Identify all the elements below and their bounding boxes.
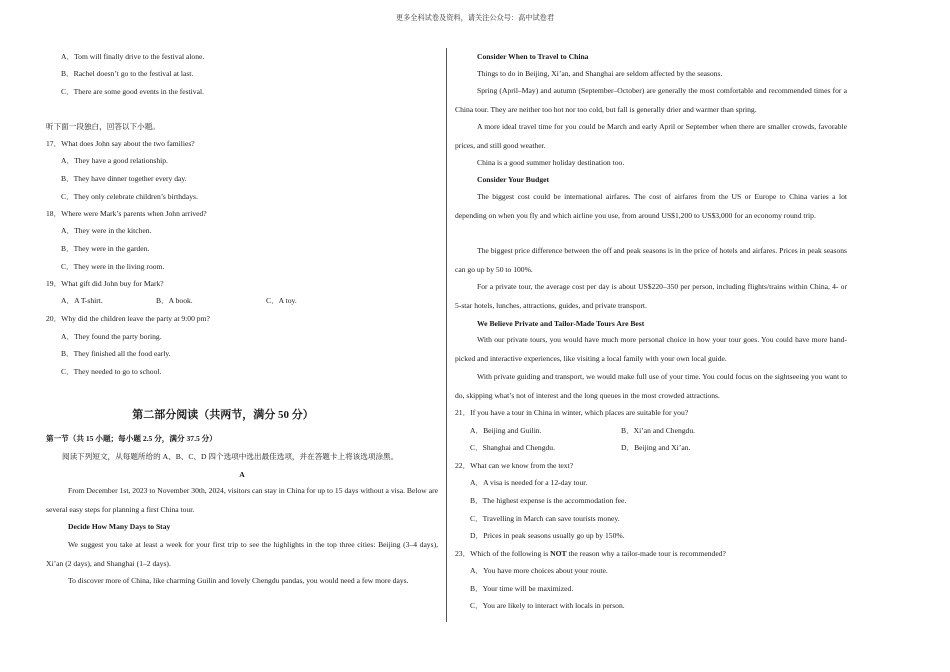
passage-paragraph-2	[46, 536, 438, 573]
q19-option-b: B．A book.	[156, 296, 193, 305]
q23-option-b: B．Your time will be maximized.	[470, 584, 574, 593]
q19-option-c: C．A toy.	[266, 296, 297, 305]
q22-option-c: C．Travelling in March can save tourists money.	[470, 514, 620, 523]
q19-option-a: A．A T-shirt.	[61, 296, 103, 305]
right-paragraph-5	[455, 188, 847, 225]
q17-option-a: A．They have a good relationship.	[61, 156, 168, 165]
right-paragraph-3-text: A more ideal travel time for you could be March and early April or September when there are smaller crowds, favorable prices, and still good weather.	[455, 122, 847, 150]
right-paragraph-7-text: For a private tour, the average cost per day is about US$220–350 per person, including flights/trains within China, 4- or 5-star hotels, lunches, attractions, guides, and private transport.	[455, 282, 847, 310]
question-23-emphasis: NOT	[550, 549, 567, 558]
q21-option-c: C．Shanghai and Chengdu.	[470, 443, 555, 452]
right-paragraph-2-text: Spring (April–May) and autumn (September–October) are generally the most comfortable and recommended times for a China tour. They are neither too hot nor too cold, but fall is generally drier and warmer than spring.	[455, 86, 847, 114]
q22-option-a: A．A visa is needed for a 12-day tour.	[470, 478, 588, 487]
heading-days-to-stay: Decide How Many Days to Stay	[68, 522, 171, 531]
passage-paragraph-3-text: To discover more of China, like charming Guilin and lovely Chengdu pandas, you would need a few more days.	[68, 576, 409, 585]
q23-option-c: C．You are likely to interact with locals in person.	[470, 601, 625, 610]
q23-option-a: A．You have more choices about your route.	[470, 566, 608, 575]
passage-paragraph-1-text: From December 1st, 2023 to November 30th, 2024, visitors can stay in China for up to 15 days without a visa. Below are several easy steps for planning a first China tour.	[46, 486, 438, 514]
q17-option-c: C．They only celebrate children’s birthdays.	[61, 192, 198, 201]
q21-option-a: A．Beijing and Guilin.	[470, 426, 542, 435]
q17-option-b: B．They have dinner together every day.	[61, 174, 187, 183]
passage-label: A	[239, 470, 245, 479]
q21-option-b: B．Xi’an and Chengdu.	[621, 426, 696, 435]
q20-option-b: B．They finished all the food early.	[61, 349, 171, 358]
right-paragraph-9	[455, 368, 847, 405]
question-23	[455, 549, 726, 559]
question-22: 22．What can we know from the text?	[455, 461, 574, 470]
right-paragraph-2	[455, 82, 847, 119]
passage-paragraph-2-text: We suggest you take at least a week for your first trip to see the highlights in the top three cities: Beijing (3–4 days), Xi’an (2 days), and Shanghai (1–2 days).	[46, 540, 438, 568]
q16-option-c: C．There are some good events in the festival.	[61, 87, 204, 96]
q18-option-a: A．They were in the kitchen.	[61, 226, 152, 235]
right-paragraph-8-text: With our private tours, you would have much more personal choice in how your tour goes. You could have more hand-picked and interactive experiences, like visiting a local family with your own local guide.	[455, 335, 847, 363]
right-paragraph-6	[455, 242, 847, 279]
question-18: 18．Where were Mark’s parents when John arrived?	[46, 209, 207, 218]
passage-paragraph-3	[46, 572, 438, 591]
passage-paragraph-1	[46, 482, 438, 519]
heading-budget: Consider Your Budget	[477, 175, 550, 184]
question-19: 19．What gift did John buy for Mark?	[46, 279, 164, 288]
q16-option-b: B．Rachel doesn’t go to the festival at last.	[61, 69, 194, 78]
question-23-prefix: 23．Which of the following is	[455, 549, 551, 558]
q18-option-b: B．They were in the garden.	[61, 244, 150, 253]
q20-option-a: A．They found the party boring.	[61, 332, 162, 341]
section1-title: 第一节（共 15 小题；每小题 2.5 分，满分 37.5 分）	[46, 434, 217, 443]
question-21: 21．If you have a tour in China in winter, which places are suitable for you?	[455, 408, 689, 417]
right-paragraph-7	[455, 278, 847, 315]
page-header: 更多全科试卷及资料，请关注公众号：高中试卷君	[395, 14, 555, 22]
question-17: 17．What does John say about the two families?	[46, 139, 195, 148]
right-paragraph-8	[455, 331, 847, 368]
q22-option-d: D．Prices in peak seasons usually go up by 150%.	[470, 531, 625, 540]
heading-private-tours: We Believe Private and Tailor-Made Tours Are Best	[477, 319, 645, 328]
right-paragraph-5-text: The biggest cost could be international airfares. The cost of airfares from the US or Europe to China varies a lot depending on when you fly and which airline you use, from around US$1,200 to US$3,000 for an economy round trip.	[455, 192, 847, 220]
question-20: 20．Why did the children leave the party at 9:00 pm?	[46, 314, 210, 323]
part2-title: 第二部分阅读（共两节，满分 50 分）	[132, 409, 314, 421]
right-paragraph-1: Things to do in Beijing, Xi’an, and Shanghai are seldom affected by the seasons.	[477, 69, 723, 78]
right-paragraph-4: China is a good summer holiday destination too.	[477, 158, 625, 167]
heading-when-to-travel: Consider When to Travel to China	[477, 52, 589, 61]
monologue-intro: 听下面一段独白，回答以下小题。	[46, 122, 160, 131]
right-paragraph-6-text: The biggest price difference between the off and peak seasons is in the price of hotels and airfares. Prices in peak seasons can go up by 50 to 100%.	[455, 246, 847, 274]
reading-instructions: 阅读下列短文，从每题所给的 A、B、C、D 四个选项中选出最佳选项，并在答题卡上将该选项涂黑。	[62, 452, 399, 461]
q22-option-b: B．The highest expense is the accommodation fee.	[470, 496, 627, 505]
q21-option-d: D．Beijing and Xi’an.	[621, 443, 691, 452]
q18-option-c: C．They were in the living room.	[61, 262, 165, 271]
question-23-suffix: the reason why a tailor-made tour is recommended?	[566, 549, 726, 558]
right-paragraph-9-text: With private guiding and transport, we would make full use of your time. You could focus on the sightseeing you want to do, skipping what’s not of interest and the long queues in the most crowded attractions.	[455, 372, 847, 400]
right-paragraph-3	[455, 118, 847, 155]
q16-option-a: A．Tom will finally drive to the festival alone.	[61, 52, 205, 61]
q20-option-c: C．They needed to go to school.	[61, 367, 162, 376]
column-divider	[446, 48, 447, 622]
